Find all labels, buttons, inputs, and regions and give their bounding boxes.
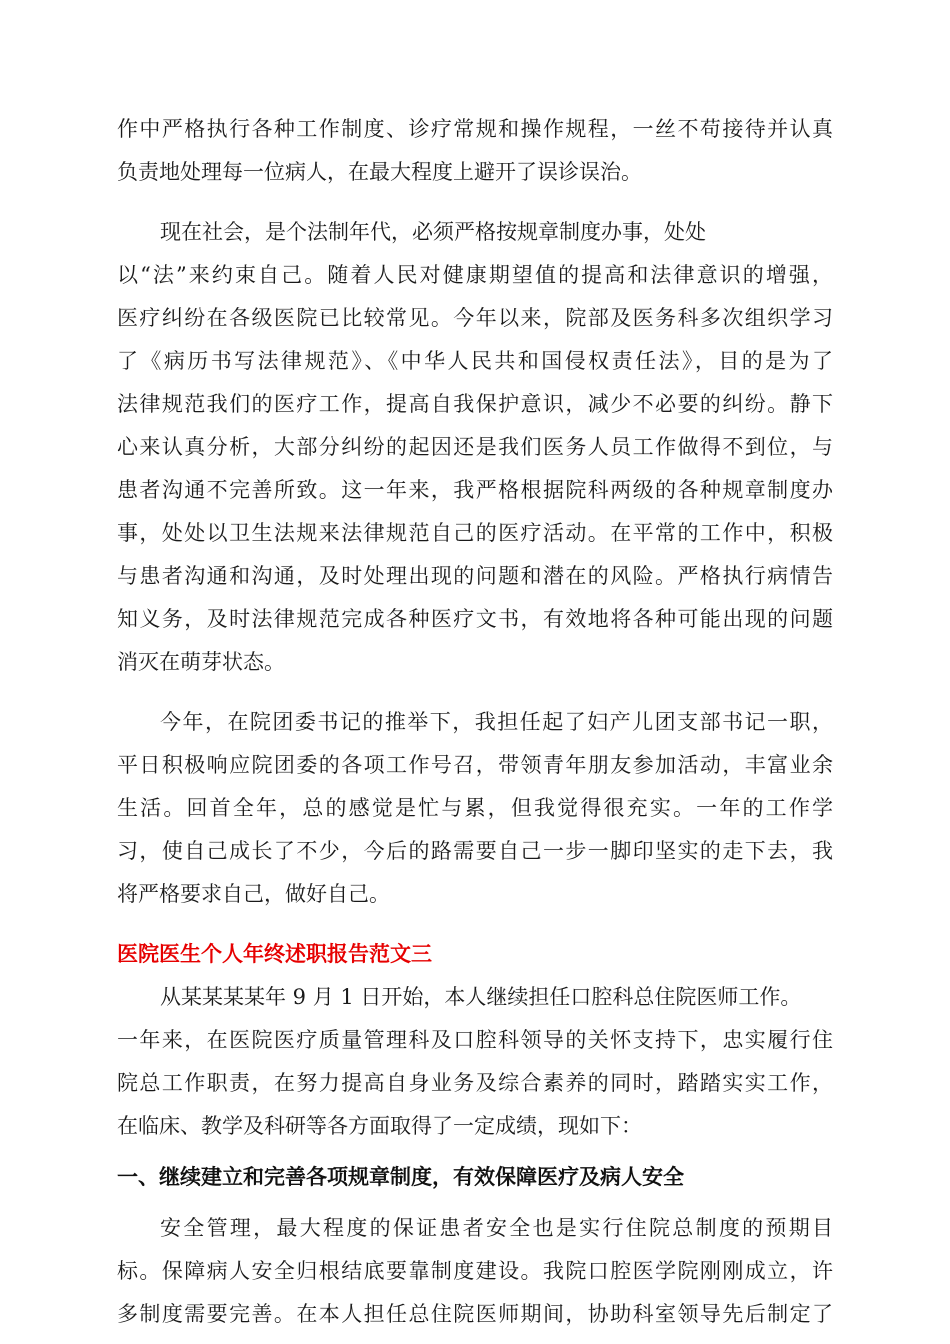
text-line: 以“法”来约束自己。随着人民对健康期望值的提高和法律意识的增强， — [117, 263, 833, 287]
section-title: 医院医生个人年终述职报告范文三 — [117, 942, 432, 966]
text-line: 医疗纠纷在各级医院已比较常见。今年以来，院部及医务科多次组织学习 — [117, 306, 833, 330]
text-line: 从某某某某年 9 月 1 日开始，本人继续担任口腔科总住院医师工作。 — [160, 985, 802, 1009]
paragraph-4 — [117, 976, 833, 1148]
document-body — [117, 108, 833, 1336]
text-line: 一年来，在医院医疗质量管理科及口腔科领导的关怀支持下，忠实履行住 — [117, 1028, 833, 1052]
paragraph-5 — [117, 1207, 833, 1336]
text-line: 消灭在萌芽状态。 — [117, 650, 285, 674]
paragraph-2 — [117, 211, 833, 684]
section-heading: 一、继续建立和完善各项规章制度，有效保障医疗及病人安全 — [117, 1165, 684, 1189]
text-line: 安全管理，最大程度的保证患者安全也是实行住院总制度的预期目 — [160, 1216, 833, 1240]
text-line: 负责地处理每一位病人，在最大程度上避开了误诊误治。 — [117, 160, 642, 184]
text-line: 标。保障病人安全归根结底要靠制度建设。我院口腔医学院刚刚成立，许 — [117, 1259, 833, 1283]
text-line: 生活。回首全年，总的感觉是忙与累，但我觉得很充实。一年的工作学 — [117, 796, 833, 820]
text-line: 法律规范我们的医疗工作，提高自我保护意识，减少不必要的纠纷。静下 — [117, 392, 833, 416]
text-line: 院总工作职责，在努力提高自身业务及综合素养的同时，踏踏实实工作， — [117, 1071, 833, 1095]
text-line: 知义务，及时法律规范完成各种医疗文书，有效地将各种可能出现的问题 — [117, 607, 833, 631]
text-line: 患者沟通不完善所致。这一年来，我严格根据院科两级的各种规章制度办 — [117, 478, 833, 502]
text-line: 平日积极响应院团委的各项工作号召，带领青年朋友参加活动，丰富业余 — [117, 753, 833, 777]
text-line: 今年，在院团委书记的推举下，我担任起了妇产儿团支部书记一职， — [160, 710, 833, 734]
text-line: 了《病历书写法律规范》、《中华人民共和国侵权责任法》，目的是为了 — [117, 349, 833, 373]
text-line: 在临床、教学及科研等各方面取得了一定成绩，现如下： — [117, 1114, 642, 1138]
paragraph-3 — [117, 701, 833, 916]
text-line: 多制度需要完善。在本人担任总住院医师期间，协助科室领导先后制定了 — [117, 1302, 833, 1326]
text-line: 与患者沟通和沟通，及时处理出现的问题和潜在的风险。严格执行病情告 — [117, 564, 833, 588]
text-line: 事，处处以卫生法规来法律规范自己的医疗活动。在平常的工作中，积极 — [117, 521, 833, 545]
text-line: 现在社会，是个法制年代，必须严格按规章制度办事，处处 — [160, 220, 706, 244]
paragraph-1 — [117, 108, 833, 194]
text-line: 作中严格执行各种工作制度、诊疗常规和操作规程，一丝不苟接待并认真 — [117, 117, 833, 141]
text-line: 将严格要求自己，做好自己。 — [117, 882, 390, 906]
text-line: 习，使自己成长了不少，今后的路需要自己一步一脚印坚实的走下去，我 — [117, 839, 833, 863]
text-line: 心来认真分析，大部分纠纷的起因还是我们医务人员工作做得不到位，与 — [117, 435, 833, 459]
